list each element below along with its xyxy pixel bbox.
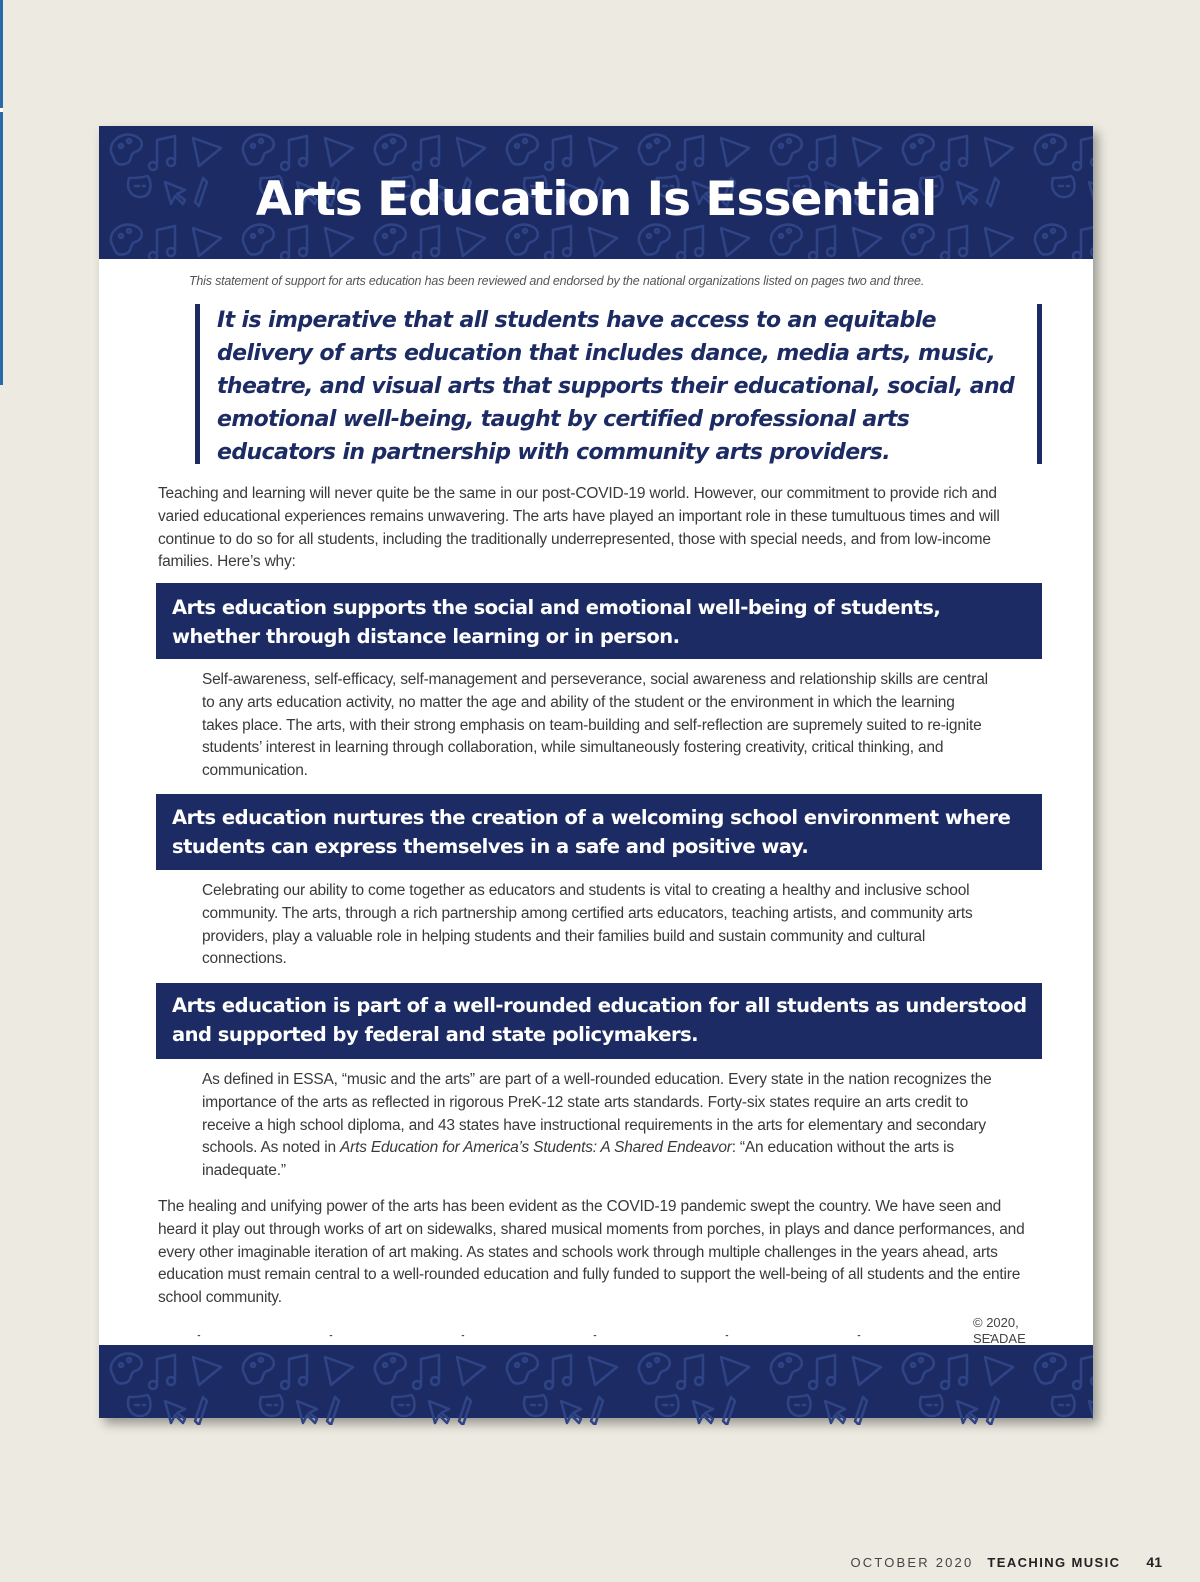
section-heading: Arts education nurtures the creation of a welcoming school environment where students can express themselves in a safe and positive way.	[172, 806, 1011, 858]
page-edge-gap	[0, 108, 3, 112]
section-heading: Arts education supports the social and emotional well-being of students, whether through distance learning or in person.	[172, 596, 941, 648]
statement-card	[99, 126, 1093, 1418]
closing-paragraph: The healing and unifying power of the arts has been evident as the COVID-19 pandemic swept the country. We have seen and heard it play out through works of art on sidewalks, shared musical moments from porches, in plays and dance performances, and every other imaginable iteration of art making. As states and schools work through multiple challenges in the years ahead, arts education must remain central to a well-rounded education and fully funded to support the well-being of all students and the entire school community.	[158, 1198, 1025, 1307]
footer-banner	[99, 1345, 1093, 1418]
publication-title: Arts Education for America’s Students: A Shared Endeavor	[339, 1139, 732, 1157]
issue-date: OCTOBER 2020	[850, 1555, 974, 1570]
pull-quote	[195, 304, 1042, 464]
copyright-notice: © 2020,	[973, 1315, 1019, 1330]
magazine-name: TEACHING MUSIC	[987, 1555, 1121, 1570]
section-heading-band	[156, 583, 1042, 659]
section-body-text: : “An education without the arts is inadequate.”	[202, 1139, 954, 1180]
section-body: Self-awareness, self-efficacy, self-management and perseverance, social awareness and relationship skills are central to any arts education activity, no matter the age and ability of the student or the environment in which the learning takes place. The arts, with their strong emphasis on team-building and self-reflection are supremely suited to re-ignite students’ interest in learning through collaboration, while simultaneously fostering creativity, critical thinking, and communication.	[202, 671, 988, 780]
section-body: Celebrating our ability to come together as educators and students is vital to creating a healthy and inclusive school community. The arts, through a rich partnership among certified arts educators, teaching artists, and community arts providers, play a valuable role in helping students and their families build and sustain community and cultural connections.	[202, 882, 973, 968]
page-edge-line	[0, 0, 3, 385]
page-number: 41	[1146, 1554, 1162, 1570]
pull-quote-text: It is imperative that all students have access to an equitable delivery of arts education that includes dance, media arts, music, theatre, and visual arts that supports their educational, social, and emotional well-being, taught by certified professional arts educators in partnership with community arts providers.	[217, 308, 1015, 465]
arts-pattern-icon	[99, 1345, 1093, 1418]
title-banner	[99, 126, 1093, 259]
section-heading-band	[156, 983, 1042, 1059]
page-footer	[850, 1554, 1162, 1570]
section-body-text: As defined in ESSA, “music and the arts” are part of a well-rounded education. Every state in the nation recognizes the importance of the arts as reflected in rigorous PreK-12 state arts standards. Forty-six states require an arts credit to receive a high school diploma, and 43 states have instructional requirements in the arts for elementary and secondary schools. As noted in	[202, 1071, 992, 1157]
section-body	[202, 1069, 992, 1183]
page-title: Arts Education Is Essential	[255, 172, 937, 227]
endorsement-note: This statement of support for arts education has been reviewed and endorsed by the national organizations listed on pages two and three.	[189, 274, 925, 288]
section-heading-band	[156, 794, 1042, 870]
section-heading: Arts education is part of a well-rounded education for all students as understood and supported by federal and state policymakers.	[172, 994, 1027, 1046]
intro-paragraph: Teaching and learning will never quite be the same in our post-COVID-19 world. However, our commitment to provide rich and varied educational experiences remains unwavering. The arts have played an important role in these tumultuous times and will continue to do so for all students, including the traditionally underrepresented, those with special needs, and from low-income families. Here’s why:	[158, 485, 1000, 571]
